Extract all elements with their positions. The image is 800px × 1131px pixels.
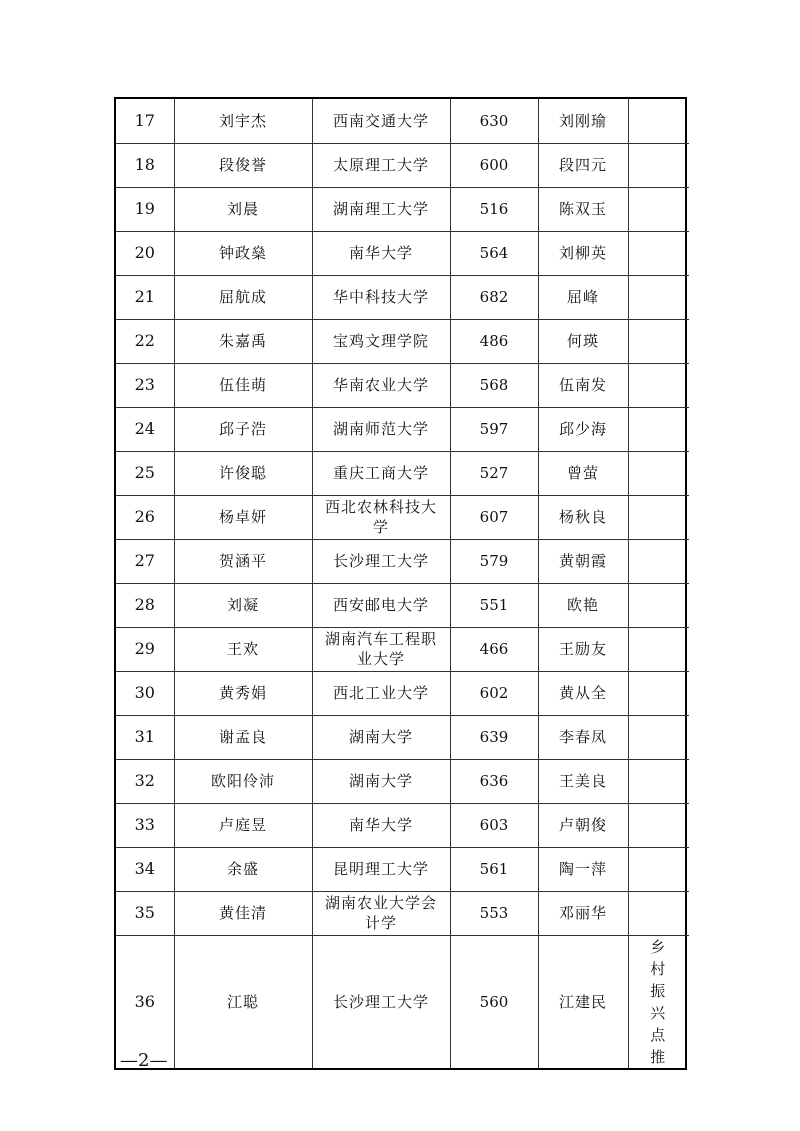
- school-name: 湖南汽车工程职业大学: [312, 627, 450, 671]
- exam-score: 579: [450, 539, 538, 583]
- student-name: 杨卓妍: [174, 495, 312, 539]
- parent-name: 刘刚瑜: [538, 99, 628, 143]
- exam-score: 553: [450, 891, 538, 935]
- remark: [628, 275, 689, 319]
- remark: [628, 407, 689, 451]
- exam-score: 630: [450, 99, 538, 143]
- table-row: [116, 407, 689, 451]
- student-name: 钟政燊: [174, 231, 312, 275]
- row-number: 19: [116, 187, 174, 231]
- row-number: 36: [116, 935, 174, 1068]
- row-number: 23: [116, 363, 174, 407]
- exam-score: 551: [450, 583, 538, 627]
- school-name: 宝鸡文理学院: [312, 319, 450, 363]
- student-name: 黄秀娟: [174, 671, 312, 715]
- row-number: 33: [116, 803, 174, 847]
- exam-score: 607: [450, 495, 538, 539]
- student-name: 江聪: [174, 935, 312, 1068]
- row-number: 24: [116, 407, 174, 451]
- exam-score: 603: [450, 803, 538, 847]
- parent-name: 王美良: [538, 759, 628, 803]
- school-name: 西北工业大学: [312, 671, 450, 715]
- row-number: 22: [116, 319, 174, 363]
- exam-score: 682: [450, 275, 538, 319]
- remark: [628, 671, 689, 715]
- parent-name: 伍南发: [538, 363, 628, 407]
- table-row: [116, 495, 689, 539]
- row-number: 27: [116, 539, 174, 583]
- school-name: 西南交通大学: [312, 99, 450, 143]
- row-number: 35: [116, 891, 174, 935]
- school-name: 长沙理工大学: [312, 935, 450, 1068]
- remark: [628, 715, 689, 759]
- exam-score: 597: [450, 407, 538, 451]
- table-row: [116, 715, 689, 759]
- remark: 乡村振兴点推: [628, 935, 689, 1068]
- exam-score: 466: [450, 627, 538, 671]
- table-row: [116, 275, 689, 319]
- parent-name: 陈双玉: [538, 187, 628, 231]
- row-number: 31: [116, 715, 174, 759]
- table-row: [116, 627, 689, 671]
- parent-name: 曾萤: [538, 451, 628, 495]
- student-name: 余盛: [174, 847, 312, 891]
- school-name: 南华大学: [312, 803, 450, 847]
- exam-score: 564: [450, 231, 538, 275]
- table-row: [116, 143, 689, 187]
- student-name: 欧阳伶沛: [174, 759, 312, 803]
- student-name: 朱嘉禹: [174, 319, 312, 363]
- exam-score: 600: [450, 143, 538, 187]
- row-number: 29: [116, 627, 174, 671]
- school-name: 西北农林科技大学: [312, 495, 450, 539]
- exam-score: 568: [450, 363, 538, 407]
- school-name: 南华大学: [312, 231, 450, 275]
- page-number: —2—: [120, 1050, 168, 1071]
- exam-score: 602: [450, 671, 538, 715]
- student-name: 贺涵平: [174, 539, 312, 583]
- remark: [628, 99, 689, 143]
- remark: [628, 539, 689, 583]
- table-row: [116, 803, 689, 847]
- row-number: 34: [116, 847, 174, 891]
- row-number: 32: [116, 759, 174, 803]
- parent-name: 黄朝霞: [538, 539, 628, 583]
- exam-score: 561: [450, 847, 538, 891]
- table-row: [116, 319, 689, 363]
- parent-name: 杨秋良: [538, 495, 628, 539]
- school-name: 华南农业大学: [312, 363, 450, 407]
- parent-name: 段四元: [538, 143, 628, 187]
- exam-score: 516: [450, 187, 538, 231]
- remark: [628, 803, 689, 847]
- parent-name: 刘柳英: [538, 231, 628, 275]
- parent-name: 邱少海: [538, 407, 628, 451]
- remark: [628, 627, 689, 671]
- parent-name: 陶一萍: [538, 847, 628, 891]
- table-row: [116, 231, 689, 275]
- exam-score: 486: [450, 319, 538, 363]
- student-name: 许俊聪: [174, 451, 312, 495]
- exam-score: 560: [450, 935, 538, 1068]
- table-row: [116, 99, 689, 143]
- school-name: 西安邮电大学: [312, 583, 450, 627]
- school-name: 湖南大学: [312, 715, 450, 759]
- student-name: 谢孟良: [174, 715, 312, 759]
- row-number: 30: [116, 671, 174, 715]
- table-row: [116, 759, 689, 803]
- table-row: [116, 847, 689, 891]
- table-row: [116, 583, 689, 627]
- student-name: 段俊誉: [174, 143, 312, 187]
- remark: [628, 451, 689, 495]
- parent-name: 邓丽华: [538, 891, 628, 935]
- student-name: 黄佳清: [174, 891, 312, 935]
- school-name: 太原理工大学: [312, 143, 450, 187]
- table-row: [116, 935, 689, 1068]
- parent-name: 江建民: [538, 935, 628, 1068]
- school-name: 湖南师范大学: [312, 407, 450, 451]
- remark: [628, 891, 689, 935]
- exam-score: 527: [450, 451, 538, 495]
- table-row: [116, 451, 689, 495]
- table-row: [116, 539, 689, 583]
- school-name: 湖南大学: [312, 759, 450, 803]
- school-name: 湖南农业大学会计学: [312, 891, 450, 935]
- row-number: 21: [116, 275, 174, 319]
- parent-name: 屈峰: [538, 275, 628, 319]
- remark: [628, 495, 689, 539]
- remark: [628, 583, 689, 627]
- row-number: 17: [116, 99, 174, 143]
- school-name: 华中科技大学: [312, 275, 450, 319]
- remark: [628, 319, 689, 363]
- remark: [628, 847, 689, 891]
- student-list-table: [114, 97, 687, 1070]
- student-name: 屈航成: [174, 275, 312, 319]
- parent-name: 卢朝俊: [538, 803, 628, 847]
- parent-name: 何瑛: [538, 319, 628, 363]
- table-row: [116, 363, 689, 407]
- student-name: 伍佳萌: [174, 363, 312, 407]
- parent-name: 李春凤: [538, 715, 628, 759]
- student-name: 卢庭昱: [174, 803, 312, 847]
- parent-name: 黄从全: [538, 671, 628, 715]
- remark: [628, 759, 689, 803]
- row-number: 26: [116, 495, 174, 539]
- student-name: 刘晨: [174, 187, 312, 231]
- parent-name: 王励友: [538, 627, 628, 671]
- student-name: 王欢: [174, 627, 312, 671]
- school-name: 昆明理工大学: [312, 847, 450, 891]
- school-name: 长沙理工大学: [312, 539, 450, 583]
- school-name: 重庆工商大学: [312, 451, 450, 495]
- parent-name: 欧艳: [538, 583, 628, 627]
- school-name: 湖南理工大学: [312, 187, 450, 231]
- table-row: [116, 891, 689, 935]
- student-name: 刘宇杰: [174, 99, 312, 143]
- exam-score: 636: [450, 759, 538, 803]
- row-number: 25: [116, 451, 174, 495]
- remark: [628, 231, 689, 275]
- remark: [628, 363, 689, 407]
- remark: [628, 143, 689, 187]
- table-row: [116, 187, 689, 231]
- row-number: 18: [116, 143, 174, 187]
- row-number: 28: [116, 583, 174, 627]
- remark: [628, 187, 689, 231]
- table-row: [116, 671, 689, 715]
- student-table: [116, 99, 689, 1068]
- row-number: 20: [116, 231, 174, 275]
- student-name: 邱子浩: [174, 407, 312, 451]
- exam-score: 639: [450, 715, 538, 759]
- student-name: 刘凝: [174, 583, 312, 627]
